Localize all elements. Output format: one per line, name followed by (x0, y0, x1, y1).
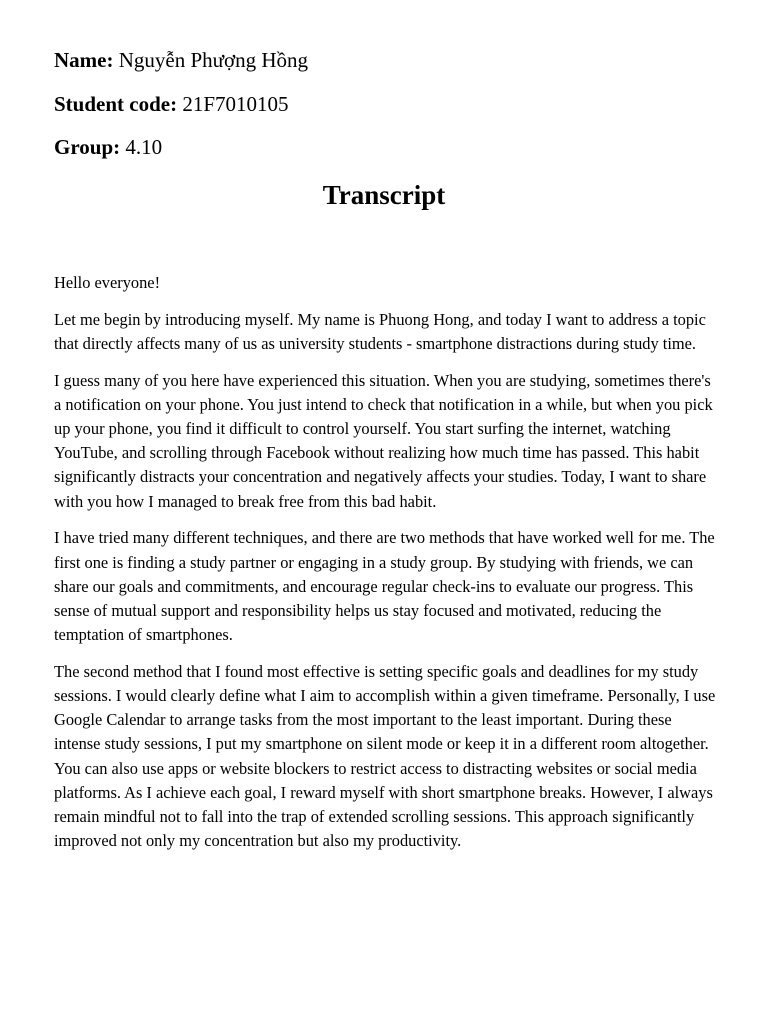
group-line (54, 134, 162, 160)
name-label: Name: (54, 48, 114, 72)
paragraph-first-method: I have tried many different techniques, and there are two methods that have worked well for me. The first one is finding a study partner or engaging in a study group. By studying with friends, we can share our goals and commitments, and encourage regular check-ins to evaluate our progress. This sense of mutual support and responsibility helps us stay focused and motivated, reducing the temptation of smartphones. (54, 528, 715, 645)
student-code-line (54, 91, 289, 117)
name-value: Nguyễn Phượng Hồng (118, 48, 309, 72)
name-line (54, 47, 308, 73)
paragraph-introduction: Let me begin by introducing myself. My name is Phuong Hong, and today I want to address a topic that directly affects many of us as university students - smartphone distractions during study time. (54, 309, 706, 353)
document-title: Transcript (322, 180, 446, 210)
student-code-value: 21F7010105 (182, 92, 289, 116)
paragraph-situation: I guess many of you here have experienced this situation. When you are studying, sometimes there's a notification on your phone. You just intend to check that notification in a while, but when you pick up your phone, you find it difficult to control yourself. You start surfing the internet, watching YouTube, and scrolling through Facebook without realizing how much time has passed. This habit significantly distracts your concentration and negatively affects your studies. Today, I want to share with you how I managed to break free from this bad habit. (54, 370, 713, 511)
student-code-label: Student code: (54, 92, 178, 116)
paragraph-greeting: Hello everyone! (54, 273, 161, 292)
paragraph-second-method: The second method that I found most effective is setting specific goals and deadlines for my study sessions. I would clearly define what I aim to accomplish within a given timeframe. Personally, I use Google Calendar to arrange tasks from the most important to the least important. During these intense study sessions, I put my smartphone on silent mode or keep it in a different room altogether. You can also use apps or website blockers to restrict access to distracting websites or social media platforms. As I achieve each goal, I reward myself with short smartphone breaks. However, I always remain mindful not to fall into the trap of extended scrolling sessions. This approach significantly improved not only my concentration but also my productivity. (54, 661, 716, 851)
group-label: Group: (54, 135, 121, 159)
transcript-body (54, 271, 716, 866)
group-value: 4.10 (125, 135, 163, 159)
